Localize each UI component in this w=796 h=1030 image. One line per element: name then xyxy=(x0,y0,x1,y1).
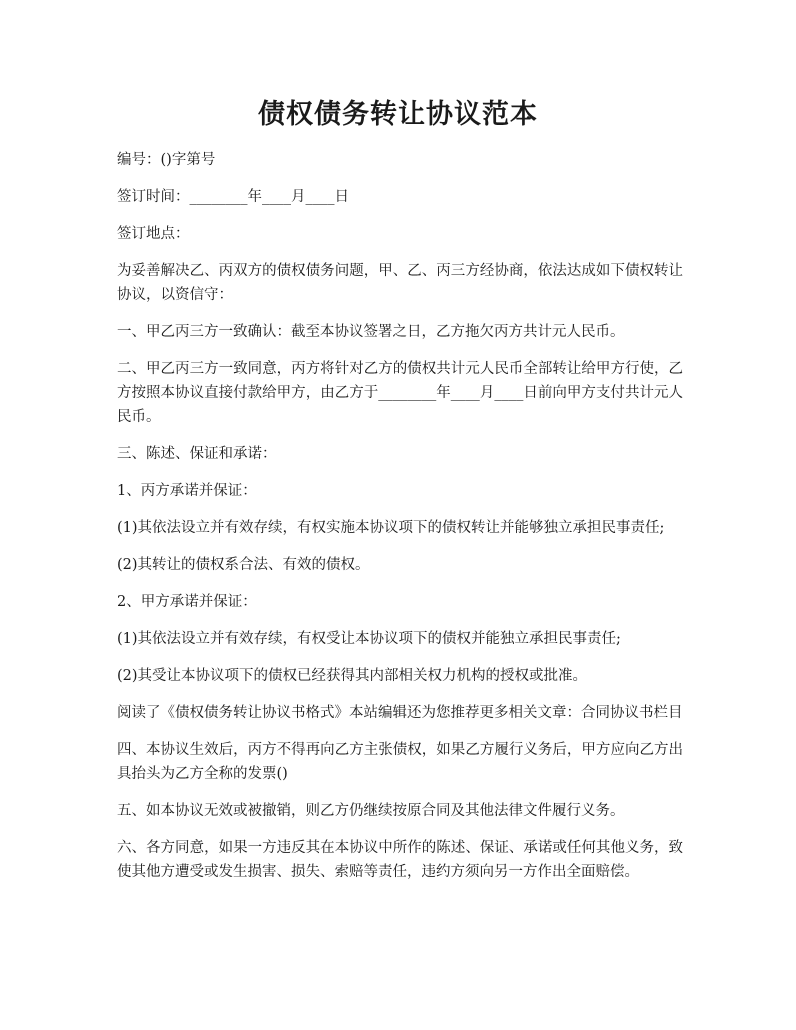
document-body xyxy=(117,148,683,897)
clause-3-2-item-2: (2)其受让本协议项下的债权已经获得其内部相关权力机构的授权或批准。 xyxy=(117,668,588,684)
contract-number: 编号：()字第号 xyxy=(117,152,216,168)
clause-3-2-item-1: (1)其依法设立并有效存续，有权受让本协议项下的债权并能独立承担民事责任; xyxy=(117,631,621,647)
clause-3-2-heading: 2、甲方承诺并保证： xyxy=(117,594,257,610)
clause-6: 六、各方同意，如果一方违反其在本协议中所作的陈述、保证、承诺或任何其他义务，致使其他方遭受或发生损害、损失、索赔等责任，违约方须向另一方作出全面赔偿。 xyxy=(117,840,683,880)
document-title: 债权债务转让协议范本 xyxy=(258,99,538,130)
preamble-paragraph: 为妥善解决乙、丙双方的债权债务问题，甲、乙、丙三方经协商，依法达成如下债权转让协议，以资信守： xyxy=(117,263,683,303)
clause-3-1-item-2: (2)其转让的债权系合法、有效的债权。 xyxy=(117,557,370,573)
clause-4: 四、本协议生效后，丙方不得再向乙方主张债权，如果乙方履行义务后，甲方应向乙方出具抬头为乙方全称的发票() xyxy=(117,742,683,782)
signing-place: 签订地点： xyxy=(117,226,190,242)
clause-3-1-item-1: (1)其依法设立并有效存续，有权实施本协议项下的债权转让并能够独立承担民事责任; xyxy=(117,520,665,536)
clause-1: 一、甲乙丙三方一致确认：截至本协议签署之日，乙方拖欠丙方共计元人民币。 xyxy=(117,324,625,340)
clause-3-heading: 三、陈述、保证和承诺： xyxy=(117,446,277,462)
recommendation-note: 阅读了《债权债务转让协议书格式》本站编辑还为您推荐更多相关文章：合同协议书栏目 xyxy=(117,705,683,721)
clause-5: 五、如本协议无效或被撤销，则乙方仍继续按原合同及其他法律文件履行义务。 xyxy=(117,803,625,819)
signing-date: 签订时间：________年____月____日 xyxy=(117,189,349,205)
clause-2: 二、甲乙丙三方一致同意，丙方将针对乙方的债权共计元人民币全部转让给甲方行使，乙方按照本协议直接付款给甲方，由乙方于________年____月____日前向甲方支付共计元人民币。 xyxy=(117,361,683,425)
clause-3-1-heading: 1、丙方承诺并保证： xyxy=(117,483,257,499)
